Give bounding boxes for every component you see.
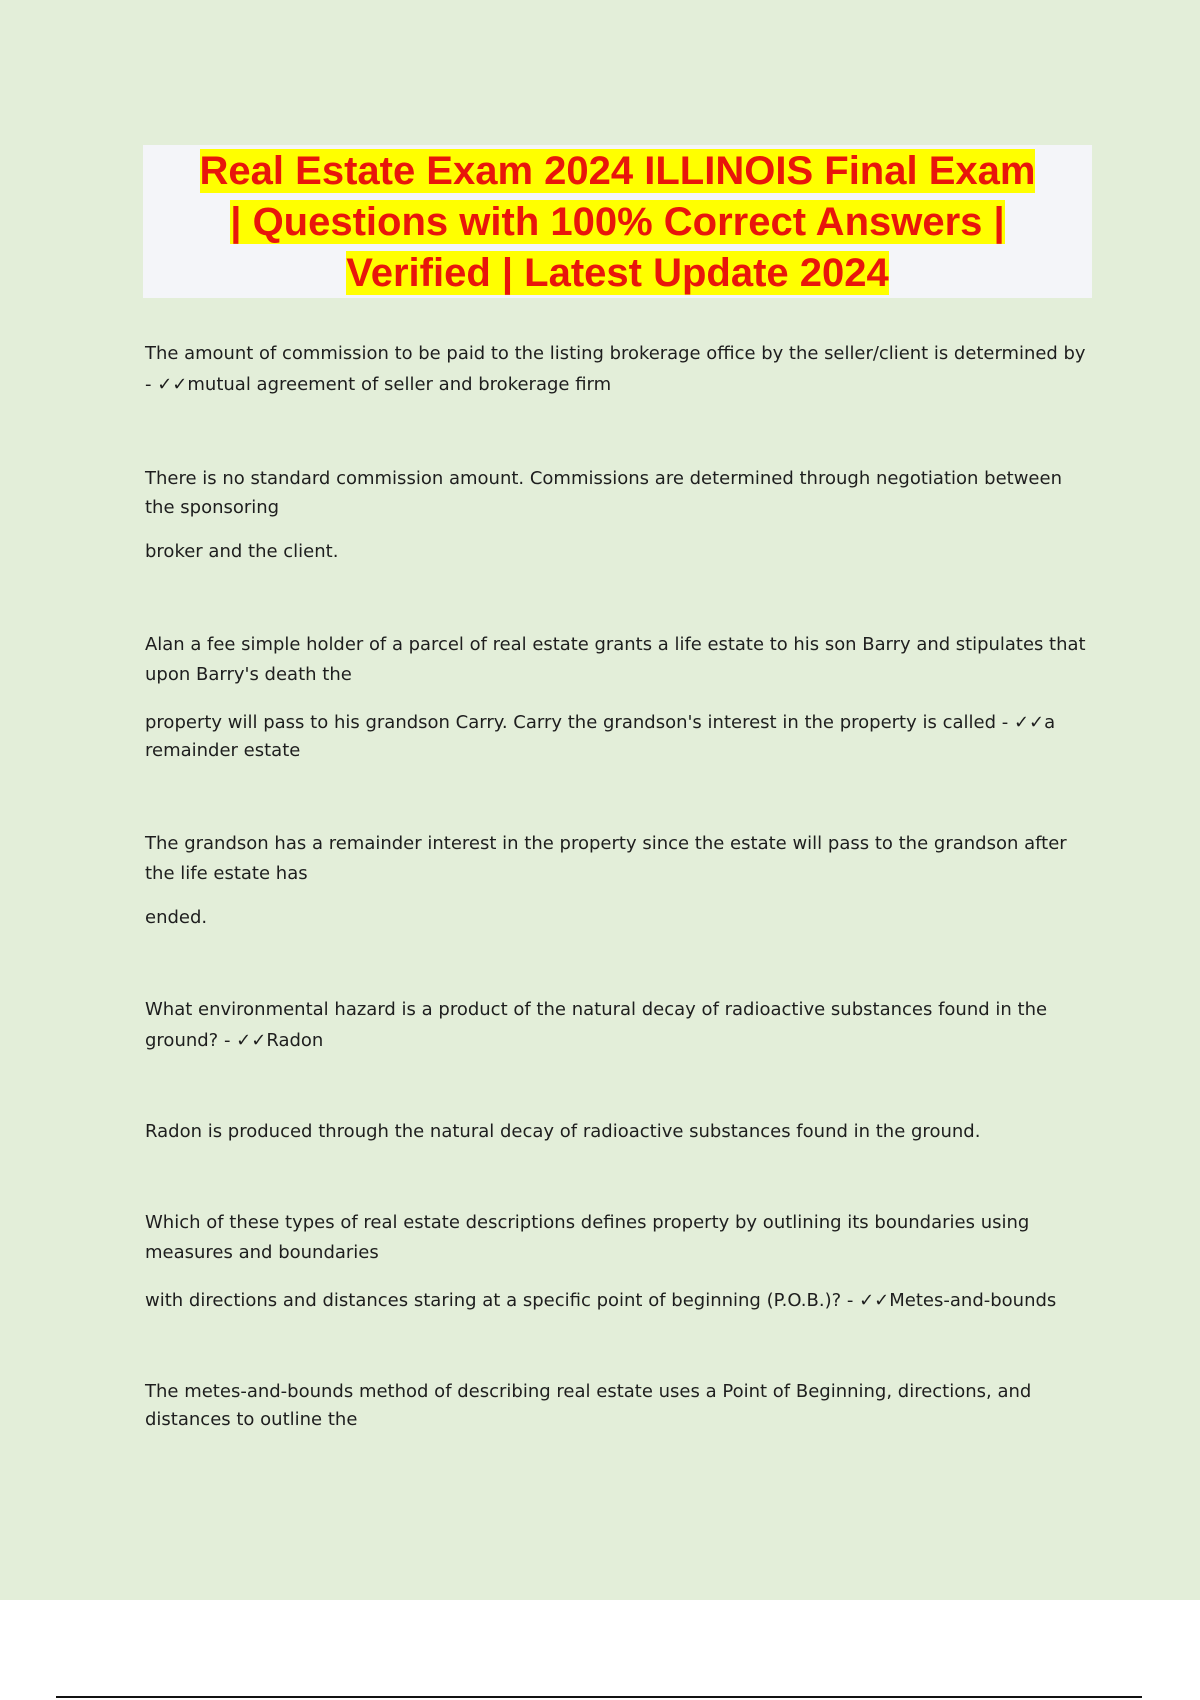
title-line-text: Real Estate Exam 2024 ILLINOIS Final Exam <box>199 149 1036 193</box>
q4-explanation-line: The metes-and-bounds method of describing real estate uses a Point of Beginning, directions, and <box>145 1381 1032 1402</box>
q4-answer-line: with directions and distances staring at a specific point of beginning (P.O.B.)? - ✓✓Metes-and-bounds <box>145 1290 1057 1311</box>
q1-question-line: The amount of commission to be paid to the listing brokerage office by the seller/client is determined by <box>145 343 1086 364</box>
q3-answer-line: ground? - ✓✓Radon <box>145 1030 324 1051</box>
q1-explanation-line: broker and the client. <box>145 541 339 562</box>
document-title <box>143 145 1092 299</box>
footer-divider <box>56 1696 1142 1698</box>
title-line <box>143 146 1092 197</box>
q1-explanation-line: the sponsoring <box>145 497 280 518</box>
q2-answer-line: remainder estate <box>145 740 301 761</box>
title-line-text: Verified | Latest Update 2024 <box>346 251 889 295</box>
title-block <box>143 145 1092 298</box>
q4-question-line: measures and boundaries <box>145 1242 379 1263</box>
q4-explanation-line: distances to outline the <box>145 1409 358 1430</box>
q2-explanation-line: the life estate has <box>145 863 308 884</box>
title-line-text: | Questions with 100% Correct Answers | <box>230 200 1005 244</box>
q2-explanation-line: ended. <box>145 907 208 928</box>
title-line <box>143 197 1092 248</box>
q1-answer-line: - ✓✓mutual agreement of seller and brokerage firm <box>145 374 612 395</box>
q2-explanation-line: The grandson has a remainder interest in the property since the estate will pass to the grandson after <box>145 833 1067 854</box>
q2-answer-line: property will pass to his grandson Carry. Carry the grandson's interest in the property is called - ✓✓a <box>145 712 1056 733</box>
q3-explanation-line: Radon is produced through the natural decay of radioactive substances found in the ground. <box>145 1121 981 1142</box>
q2-question-line: Alan a fee simple holder of a parcel of real estate grants a life estate to his son Barry and stipulates that <box>145 634 1086 655</box>
title-line <box>143 248 1092 299</box>
q1-explanation-line: There is no standard commission amount. Commissions are determined through negotiation between <box>145 468 1062 489</box>
q3-question-line: What environmental hazard is a product of the natural decay of radioactive substances found in the <box>145 999 1048 1020</box>
q2-question-line: upon Barry's death the <box>145 664 352 685</box>
q4-question-line: Which of these types of real estate descriptions defines property by outlining its boundaries using <box>145 1212 1030 1233</box>
